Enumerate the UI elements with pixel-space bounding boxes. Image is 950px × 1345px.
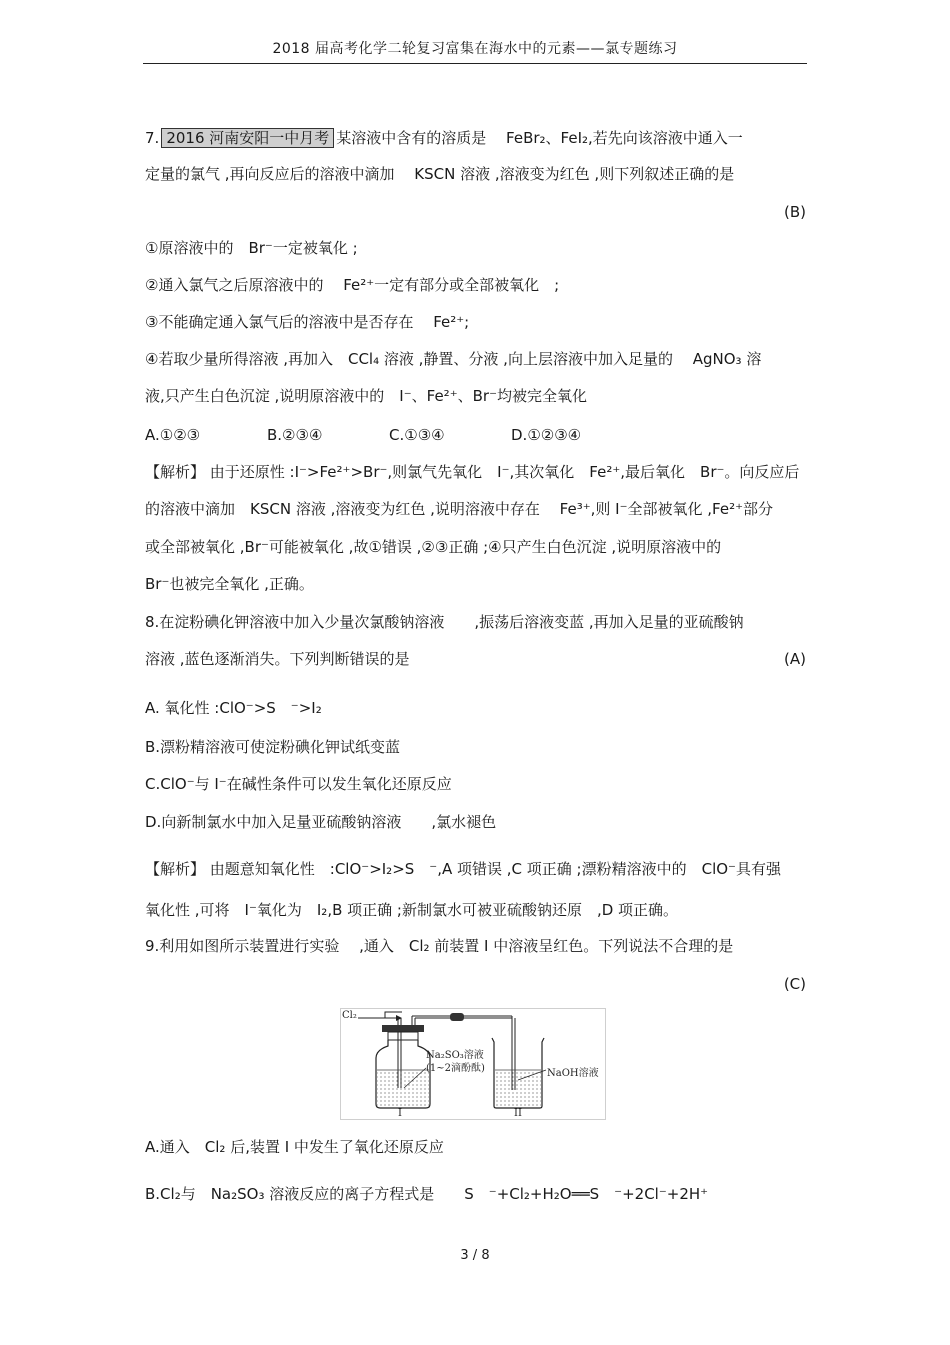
q8-option-b: B.漂粉精溶液可使淀粉碘化钾试纸变蓝: [145, 738, 401, 756]
q7-option-b: B.②③④: [267, 426, 323, 444]
q7-analysis-1: 【解析】 由于还原性 :I⁻>Fe²⁺>Br⁻,则氯气先氧化 I⁻,其次氧化 Fe²⁺,最后氧化 Br⁻。向反应后: [145, 463, 800, 481]
q7-number: 7.: [145, 129, 160, 147]
q7-item-4: ④若取少量所得溶液 ,再加入 CCl₄ 溶液 ,静置、分液 ,向上层溶液中加入足量的 AgNO₃ 溶: [145, 350, 762, 368]
q7-stem-a: 某溶液中含有的溶质是 FeBr₂、FeI₂,若先向该溶液中通入一: [336, 129, 743, 147]
q8-option-c: C.ClO⁻与 I⁻在碱性条件可以发生氧化还原反应: [145, 775, 452, 793]
q8-analysis-1: 【解析】 由题意知氧化性 :ClO⁻>I₂>S ⁻,A 项错误 ,C 项正确 ;漂粉精溶液中的 ClO⁻具有强: [145, 860, 781, 878]
q7-answer: (B): [784, 203, 806, 221]
header-rule: [143, 63, 807, 64]
q7-option-a: A.①②③: [145, 426, 201, 444]
q8-option-a: A. 氧化性 :ClO⁻>S ⁻>I₂: [145, 699, 322, 717]
naoh-label: NaOH溶液: [547, 1068, 599, 1079]
q7-analysis-4: Br⁻也被完全氧化 ,正确。: [145, 575, 314, 593]
apparatus-diagram: [340, 1008, 606, 1120]
q8-option-d: D.向新制氯水中加入足量亚硫酸钠溶液 ,氯水褪色: [145, 813, 497, 831]
q7-item-2: ②通入氯气之后原溶液中的 Fe²⁺一定有部分或全部被氧化 ;: [145, 276, 560, 294]
q8-answer: (A): [784, 650, 806, 668]
q7-analysis-2: 的溶液中滴加 KSCN 溶液 ,溶液变为红色 ,说明溶液中存在 Fe³⁺,则 I⁻全部被氧化 ,Fe²⁺部分: [145, 500, 774, 518]
q7-item-3: ③不能确定通入氯气后的溶液中是否存在 Fe²⁺;: [145, 313, 470, 331]
page-number: 3 / 8: [460, 1248, 490, 1263]
phenolphthalein-label: (1~2滴酚酞): [426, 1063, 485, 1074]
na2so3-label: Na₂SO₃溶液: [426, 1050, 484, 1061]
apparatus-label-2: II: [514, 1108, 522, 1119]
q7-stem-line1: [145, 128, 743, 148]
q7-source-tag: 2016 河南安阳一中月考: [161, 128, 334, 148]
apparatus-label-1: I: [398, 1108, 402, 1119]
q9-answer: (C): [783, 975, 806, 993]
q7-options: [145, 425, 633, 445]
q7-item-4-cont: 液,只产生白色沉淀 ,说明原溶液中的 I⁻、Fe²⁺、Br⁻均被完全氧化: [145, 387, 587, 405]
q8-analysis-2: 氧化性 ,可将 I⁻氧化为 I₂,B 项正确 ;新制氯水可被亚硫酸钠还原 ,D 项正确。: [145, 901, 679, 919]
q9-option-b: B.Cl₂与 Na₂SO₃ 溶液反应的离子方程式是 S ⁻+Cl₂+H₂O══S ⁻+2Cl⁻+2H⁺: [145, 1185, 709, 1203]
q7-option-d: D.①②③④: [511, 426, 582, 444]
q7-stem-line2: 定量的氯气 ,再向反应后的溶液中滴加 KSCN 溶液 ,溶液变为红色 ,则下列叙述正确的是: [145, 165, 735, 183]
q9-option-a: A.通入 Cl₂ 后,装置 I 中发生了氧化还原反应: [145, 1138, 444, 1156]
page-header: 2018 届高考化学二轮复习富集在海水中的元素——氯专题练习: [272, 41, 678, 57]
q9-stem: 9.利用如图所示装置进行实验 ,通入 Cl₂ 前装置 I 中溶液呈红色。下列说法不合理的是: [145, 937, 734, 955]
cl2-label: Cl₂: [342, 1010, 357, 1021]
q8-stem-line1: 8.在淀粉碘化钾溶液中加入少量次氯酸钠溶液 ,振荡后溶液变蓝 ,再加入足量的亚硫酸钠: [145, 613, 744, 631]
q7-option-c: C.①③④: [389, 426, 445, 444]
q8-stem-line2: 溶液 ,蓝色逐渐消失。下列判断错误的是: [145, 650, 410, 668]
q7-item-1: ①原溶液中的 Br⁻一定被氧化 ;: [145, 239, 358, 257]
q7-analysis-3: 或全部被氧化 ,Br⁻可能被氧化 ,故①错误 ,②③正确 ;④只产生白色沉淀 ,说明原溶液中的: [145, 538, 722, 556]
